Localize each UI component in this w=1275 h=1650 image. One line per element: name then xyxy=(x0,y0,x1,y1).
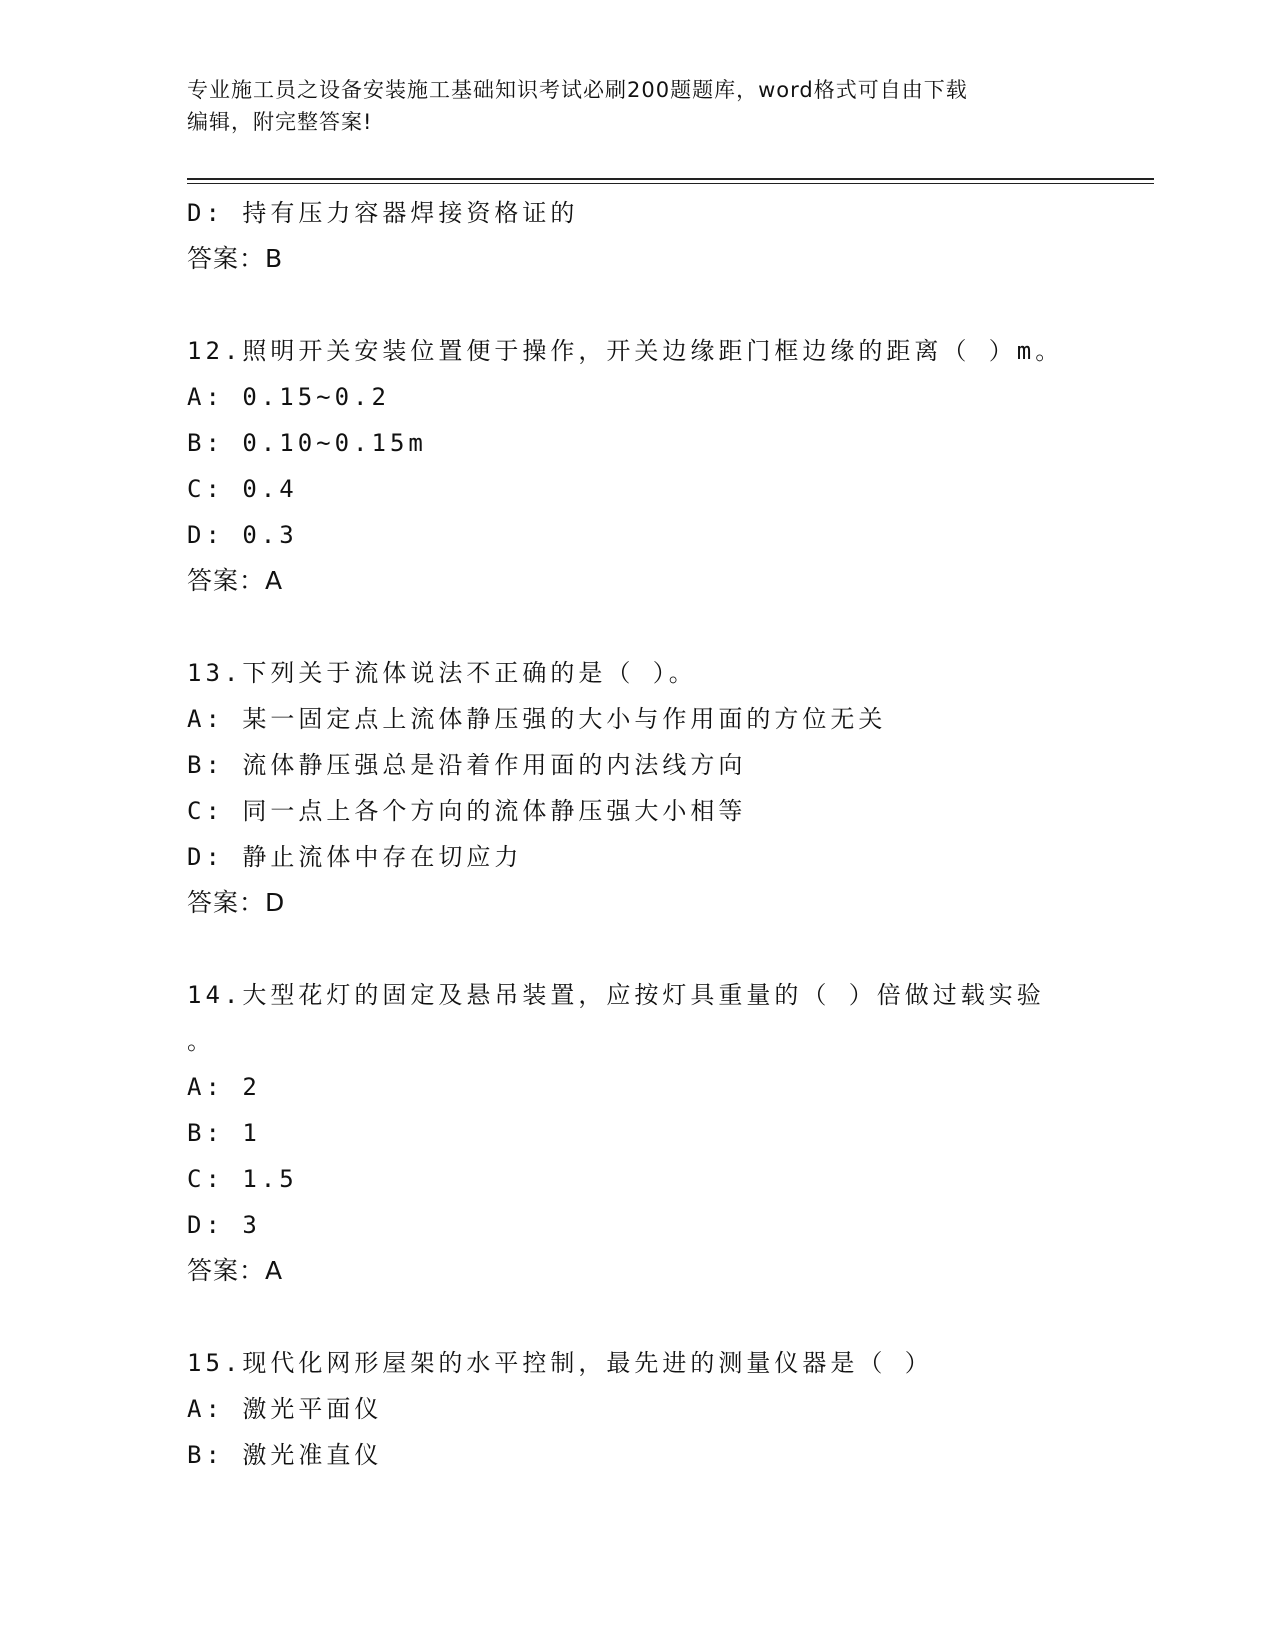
header-line-1: 专业施工员之设备安装施工基础知识考试必刷200题题库，word格式可自由下载 xyxy=(187,78,968,102)
question-12-block xyxy=(187,328,1087,604)
q13-question: 13.下列关于流体说法不正确的是（ ）。 xyxy=(187,659,697,687)
document-header xyxy=(187,74,1087,138)
q14-option-d: D: 3 xyxy=(187,1211,261,1239)
q13-option-a: A: 某一固定点上流体静压强的大小与作用面的方位无关 xyxy=(187,705,887,733)
q12-option-a: A: 0.15~0.2 xyxy=(187,383,390,411)
q12-option-b: B: 0.10~0.15m xyxy=(187,429,427,457)
question-list xyxy=(187,190,1087,1478)
q13-answer: 答案：D xyxy=(187,888,286,917)
q13-option-d: D: 静止流体中存在切应力 xyxy=(187,843,523,871)
question-13-block xyxy=(187,650,1087,926)
header-line-2: 编辑，附完整答案! xyxy=(187,110,373,134)
q15-option-a: A: 激光平面仪 xyxy=(187,1395,383,1423)
question-15-block xyxy=(187,1340,1087,1478)
q15-question: 15.现代化网形屋架的水平控制，最先进的测量仪器是（ ） xyxy=(187,1349,933,1377)
q11-answer: 答案：B xyxy=(187,244,284,273)
q11-option-d: D: 持有压力容器焊接资格证的 xyxy=(187,199,579,227)
q12-question: 12.照明开关安装位置便于操作，开关边缘距门框边缘的距离（ ）m。 xyxy=(187,337,1064,365)
q14-question-line-2: 。 xyxy=(187,1027,215,1055)
q14-option-a: A: 2 xyxy=(187,1073,261,1101)
q15-option-b: B: 激光准直仪 xyxy=(187,1441,383,1469)
q13-option-b: B: 流体静压强总是沿着作用面的内法线方向 xyxy=(187,751,747,779)
q13-option-c: C: 同一点上各个方向的流体静压强大小相等 xyxy=(187,797,747,825)
question-11-block xyxy=(187,190,1087,282)
header-divider-thin xyxy=(187,183,1154,184)
q12-answer: 答案：A xyxy=(187,566,284,595)
q14-answer: 答案：A xyxy=(187,1256,284,1285)
q12-option-c: C: 0.4 xyxy=(187,475,298,503)
q14-option-b: B: 1 xyxy=(187,1119,261,1147)
q14-question-line-1: 14.大型花灯的固定及悬吊装置，应按灯具重量的（ ）倍做过载实验 xyxy=(187,981,1045,1009)
q14-option-c: C: 1.5 xyxy=(187,1165,298,1193)
question-14-block xyxy=(187,972,1087,1294)
header-divider-thick xyxy=(187,178,1154,180)
q12-option-d: D: 0.3 xyxy=(187,521,298,549)
